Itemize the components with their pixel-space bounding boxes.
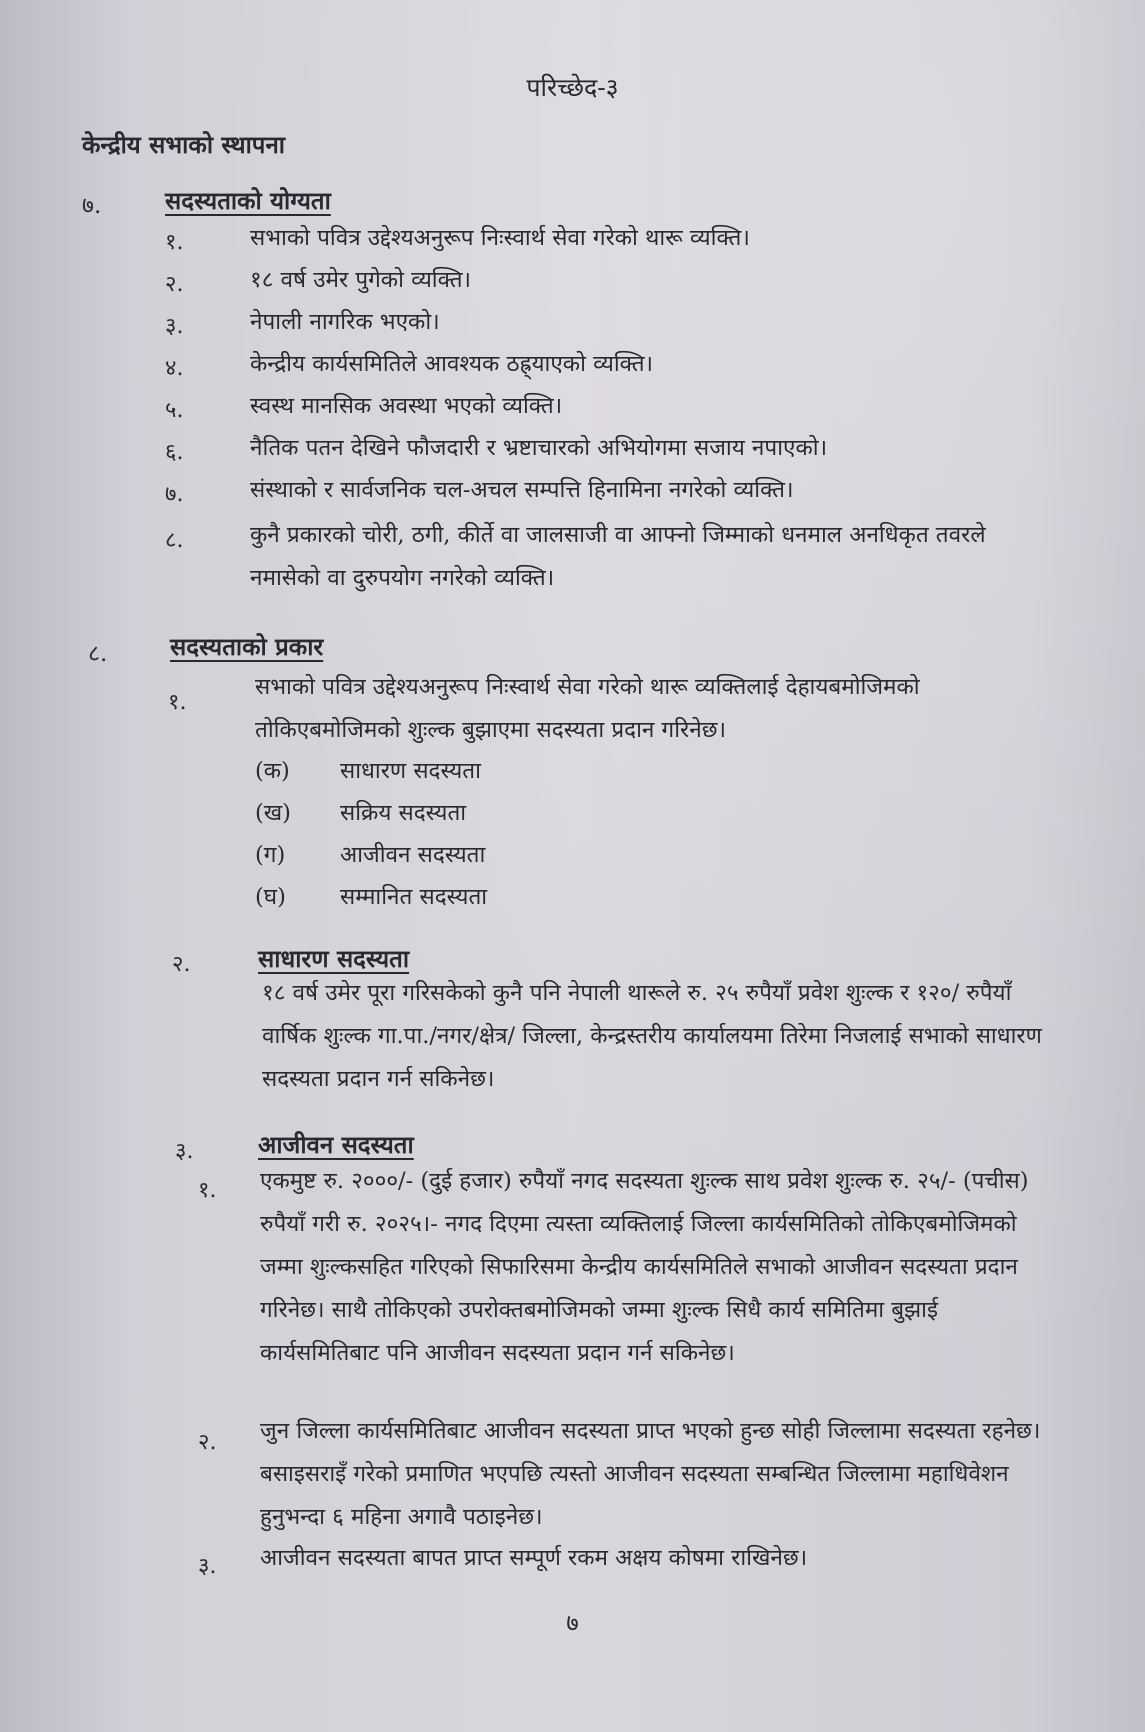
subsection-title: साधारण सदस्यता — [258, 944, 410, 973]
list-item-text: सभाको पवित्र उद्देश्यअनुरूप निःस्वार्थ सेवा गरेको थारू व्यक्ति। — [250, 225, 750, 251]
list-item-number: ६. — [165, 440, 184, 465]
list-item-number: ४. — [165, 356, 184, 381]
list-item-text: नेपाली नागरिक भएको। — [250, 309, 440, 335]
subitem-label: (घ) — [255, 884, 286, 910]
section-number: ७. — [82, 193, 102, 219]
subitem-text: सक्रिय सदस्यता — [340, 800, 467, 826]
list-item-number: १. — [165, 230, 184, 255]
list-item-text: आजीवन सदस्यता बापत प्राप्त सम्पूर्ण रकम अक्षय कोषमा राखिनेछ। — [260, 1545, 808, 1571]
list-item-number: २. — [198, 1430, 217, 1455]
subitem-label: (ख) — [255, 800, 291, 826]
list-item-number: ३. — [198, 1554, 217, 1579]
section-title: सदस्यताको प्रकार — [170, 632, 324, 661]
subitem-text: साधारण सदस्यता — [340, 758, 481, 784]
list-item-text: नैतिक पतन देखिने फौजदारी र भ्रष्टाचारको अभियोगमा सजाय नपाएको। — [250, 435, 828, 461]
section-title: सदस्यताको योग्यता — [165, 186, 331, 215]
subitem-label: (ग) — [255, 842, 286, 868]
list-item-number: ८. — [165, 528, 184, 553]
paragraph-text: १८ वर्ष उमेर पूरा गरिसकेको कुनै पनि नेपाली थारूले रु. २५ रुपैयाँ प्रवेश शुःल्क र १२०/ रुपैयाँ वार्षिक शुःल्क गा.पा./नगर/क्षेत्र/ जिल्ला, केन्द्रस्तरीय कार्यालयमा तिरेमा निजलाई सभाको साधारण सदस्यता प्रदान गर्न सकिनेछ। — [262, 980, 1042, 1092]
main-heading: केन्द्रीय सभाको स्थापना — [82, 130, 285, 159]
section-number: ८. — [88, 641, 108, 667]
subsection-title: आजीवन सदस्यता — [258, 1130, 414, 1159]
subitem-label: (क) — [255, 758, 290, 784]
list-item-number: २. — [172, 952, 191, 977]
list-item-number: ७. — [165, 482, 184, 507]
list-item-text: संस्थाको र सार्वजनिक चल-अचल सम्पत्ति हिनामिना नगरेको व्यक्ति। — [250, 477, 794, 503]
list-item-text: कुनै प्रकारको चोरी, ठगी, कीर्ते वा जालसाजी वा आफ्नो जिम्माको धनमाल अनधिकृत तवरले नमासेको वा दुरुपयोग नगरेको व्यक्ति। — [250, 522, 986, 591]
list-item-number: १. — [168, 690, 187, 715]
list-item-text: १८ वर्ष उमेर पुगेको व्यक्ति। — [250, 267, 472, 293]
subitem-text: आजीवन सदस्यता — [340, 842, 486, 868]
subitem-text: सम्मानित सदस्यता — [340, 884, 488, 910]
list-item-text: स्वस्थ मानसिक अवस्था भएको व्यक्ति। — [250, 393, 563, 419]
list-item-number: ५. — [165, 398, 184, 423]
list-item-number: २. — [165, 272, 184, 297]
page-number: ७ — [566, 1609, 579, 1637]
list-item-number: ३. — [175, 1139, 194, 1164]
chapter-title: परिच्छेद-३ — [526, 73, 619, 102]
list-item-text: केन्द्रीय कार्यसमितिले आवश्यक ठह्र्याएको व्यक्ति। — [250, 351, 654, 377]
list-item-number: १. — [198, 1178, 217, 1203]
list-item-number: ३. — [165, 314, 184, 339]
list-item-text: सभाको पवित्र उद्देश्यअनुरूप निःस्वार्थ सेवा गरेको थारू व्यक्तिलाई देहायबमोजिमको तोकिएबमोजिमको शुःल्क बुझाएमा सदस्यता प्रदान गरिनेछ। — [255, 674, 920, 743]
list-item-text: जुन जिल्ला कार्यसमितिबाट आजीवन सदस्यता प्राप्त भएको हुन्छ सोही जिल्लामा सदस्यता रहनेछ। बसाइसराइँ गरेको प्रमाणित भएपछि त्यस्तो आजीवन सदस्यता सम्बन्धित जिल्लामा महाधिवेशन हुनुभन्दा ६ महिना अगावै पठाइनेछ। — [260, 1418, 1041, 1530]
list-item-text: एकमुष्ट रु. २०००/- (दुई हजार) रुपैयाँ नगद सदस्यता शुःल्क साथ प्रवेश शुःल्क रु. २५/- (पचीस) रुपैयाँ गरी रु. २०२५।- नगद दिएमा त्यस्ता व्यक्तिलाई जिल्ला कार्यसमितिको तोकिएबमोजिमको जम्मा शुःल्कसहित गरिएको सिफारिसमा केन्द्रीय कार्यसमितिले सभाको आजीवन सदस्यता प्रदान गरिनेछ। साथै तोकिएको उपरोक्तबमोजिमको जम्मा शुःल्क सिधै कार्य समितिमा बुझाई कार्यसमितिबाट पनि आजीवन सदस्यता प्रदान गर्न सकिनेछ। — [260, 1168, 1029, 1366]
